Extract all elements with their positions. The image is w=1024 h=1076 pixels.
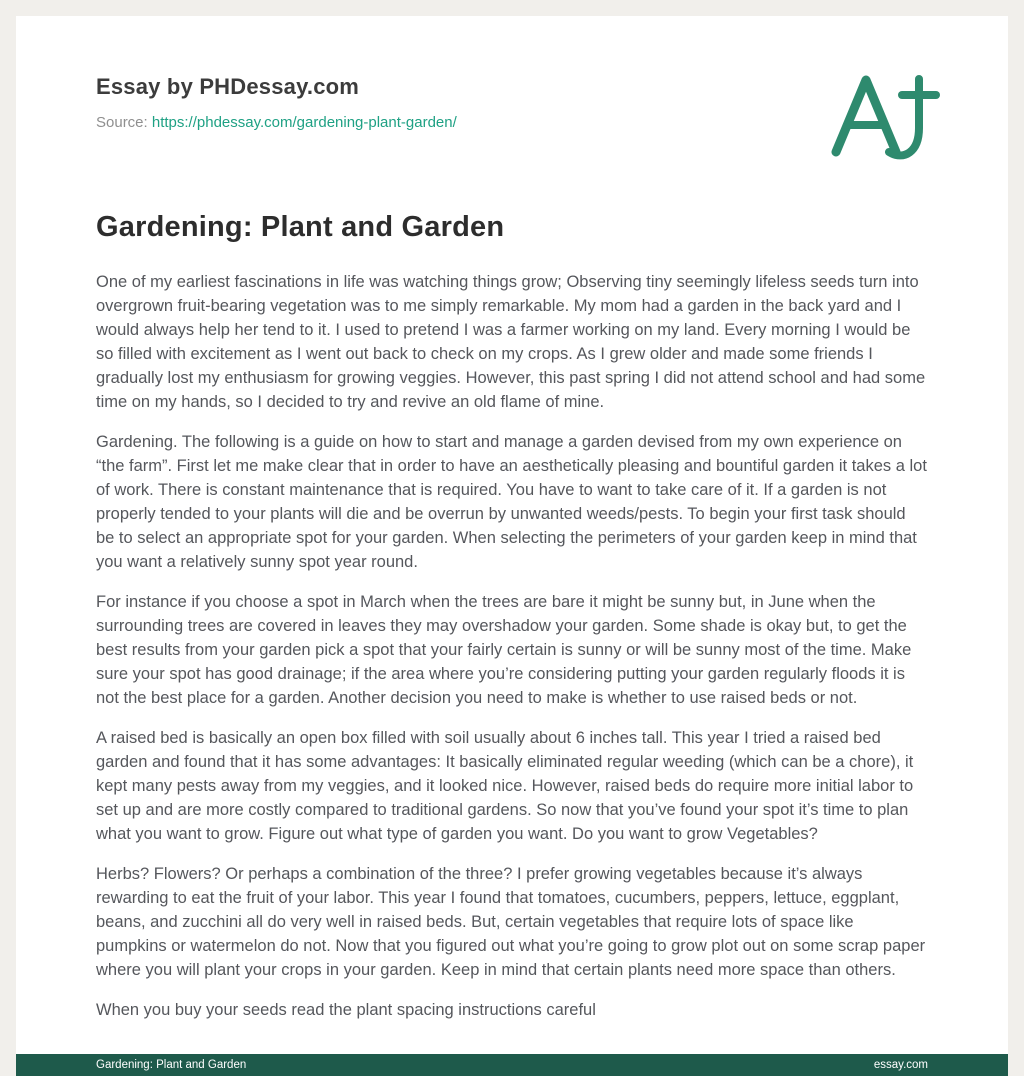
source-label: Source:: [96, 114, 148, 131]
document-card: [16, 16, 1008, 1076]
paragraph: Gardening. The following is a guide on how to start and manage a garden devised from my own experience on “the farm”. First let me make clear that in order to have an aesthetically pleasing and bountiful garden it takes a lot of work. There is constant maintenance that is required. You have to want to take care of it. If a garden is not properly tended to your plants will die and be overrun by unwanted weeds/pests. To begin your first task should be to select an appropriate spot for your garden. When selecting the perimeters of your garden keep in mind that you want a relatively sunny spot year round.: [96, 433, 927, 571]
paragraph: Herbs? Flowers? Or perhaps a combination of the three? I prefer growing vegetables because it’s always rewarding to eat the fruit of your labor. This year I found that tomatoes, cucumbers, peppers, lettuce, eggplant, beans, and zucchini all do very well in raised beds. But, certain vegetables that require lots of space like pumpkins or watermelon do not. Now that you figured out what you’re going to grow plot out on some scrap paper where you will plant your crops in your garden. Keep in mind that certain plants need more space than others.: [96, 865, 926, 979]
paragraph: One of my earliest fascinations in life was watching things grow; Observing tiny seemingly lifeless seeds turn into overgrown fruit-bearing vegetation was to me simply remarkable. My mom had a garden in the back yard and I would always help her tend to it. I used to pretend I was a farmer working on my land. Every morning I would be so filled with excitement as I went out back to check on my crops. As I grew older and made some friends I gradually lost my enthusiasm for growing veggies. However, this past spring I did not attend school and had some time on my hands, so I decided to try and revive an old flame of mine.: [96, 273, 926, 411]
paragraph: When you buy your seeds read the plant spacing instructions careful: [96, 1001, 596, 1019]
footer-site: essay.com: [873, 1059, 928, 1071]
source-link[interactable]: https://phdessay.com/gardening-plant-garden/: [151, 114, 457, 131]
paragraph: For instance if you choose a spot in March when the trees are bare it might be sunny but, in June when the surrounding trees are covered in leaves they may overshadow your garden. Some shade is okay but, to get the best results from your garden pick a spot that your fairly certain is sunny or will be sunny most of the time. Make sure your spot has good drainage; if the area where you’re considering putting your garden regularly floods it is not the best place for a garden. Another decision you need to make is whether to use raised beds or not.: [96, 593, 912, 707]
phdessay-logo-icon: [822, 68, 944, 168]
footer-title: Gardening: Plant and Garden: [96, 1059, 247, 1071]
document-content: [16, 16, 1008, 1022]
article-body: [96, 270, 928, 1022]
header: [96, 74, 928, 131]
source-line: [96, 114, 928, 131]
paragraph: A raised bed is basically an open box filled with soil usually about 6 inches tall. This year I tried a raised bed garden and found that it has some advantages: It basically eliminated regular weeding (which can be a chore), it kept many pests away from my veggies, and it looked nice. However, raised beds do require more initial labor to set up and are more costly compared to traditional gardens. So now that you’ve found your spot it’s time to plan what you want to grow. Figure out what type of garden you want. Do you want to grow Vegetables?: [96, 729, 914, 843]
footer-bar: [16, 1054, 1008, 1076]
byline: Essay by PHDessay.com: [96, 74, 360, 99]
page-title: Gardening: Plant and Garden: [96, 211, 505, 243]
